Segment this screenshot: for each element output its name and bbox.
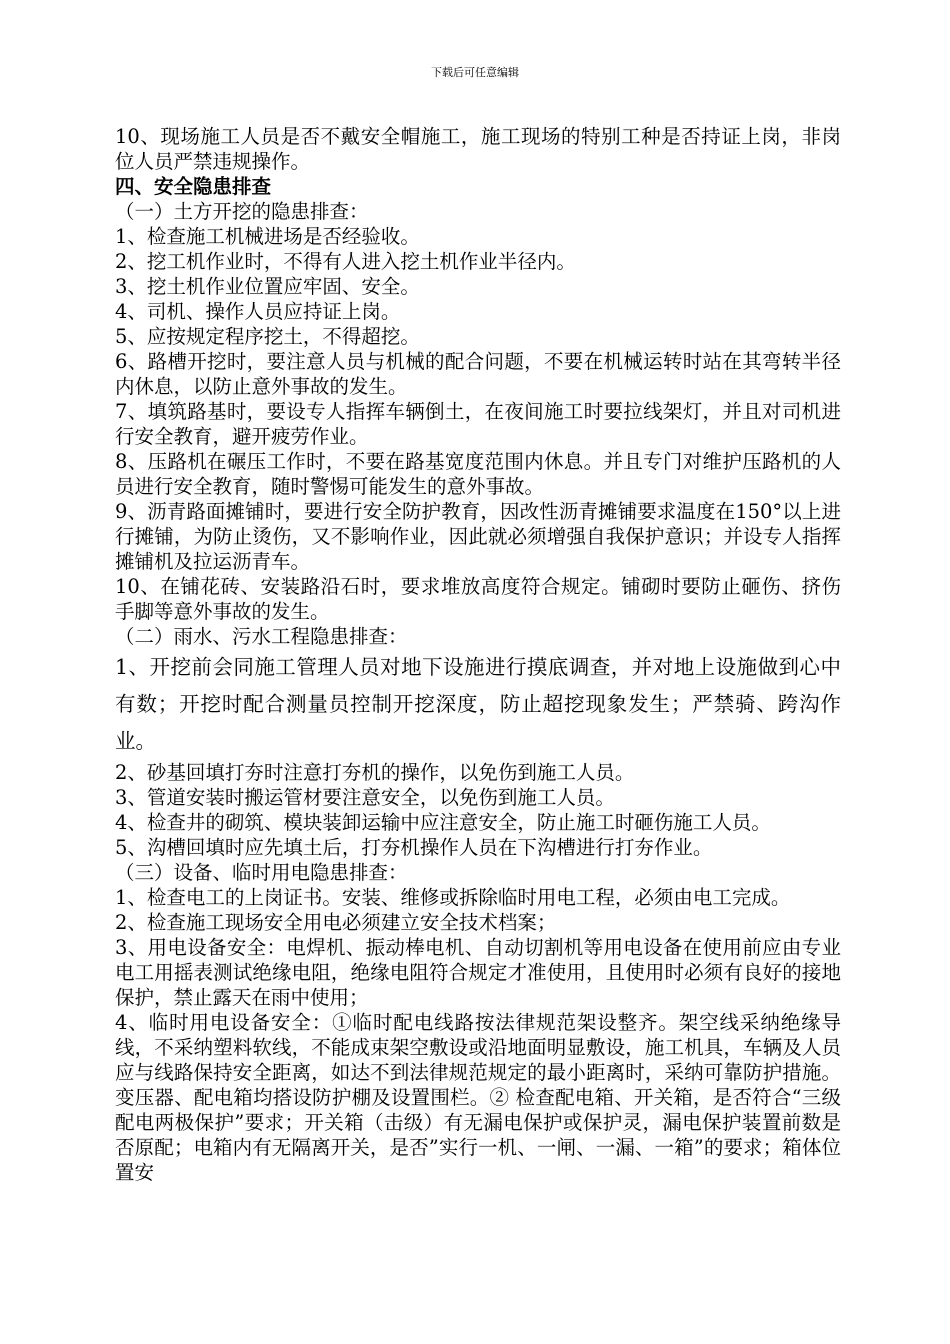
- list-item: 4、检查井的砌筑、模块装卸运输中应注意安全，防止施工时砸伤施工人员。: [115, 811, 771, 834]
- list-item: 3、管道安装时搬运管材要注意安全，以免伤到施工人员。: [115, 786, 615, 809]
- list-item: 10、在铺花砖、安装路沿石时，要求堆放高度符合规定。铺砌时要防止砸伤、挤伤手脚等意外事故的发生。: [115, 575, 841, 623]
- list-item: 3、挖土机作业位置应牢固、安全。: [115, 275, 420, 298]
- list-item: 5、沟槽回填时应先填土后，打夯机操作人员在下沟槽进行打夯作业。: [115, 836, 713, 859]
- list-item: 3、用电设备安全：电焊机、振动棒电机、自动切割机等用电设备在使用前应由专业电工用摇表测试绝缘电阻，绝缘电阻符合规定才准使用，且使用时必须有良好的接地保护，禁止露天在雨中使用；: [115, 936, 841, 1009]
- list-item: 2、挖工机作业时，不得有人进入挖土机作业半径内。: [115, 250, 576, 273]
- subsection-heading: （一）土方开挖的隐患排查：: [115, 200, 369, 223]
- list-item: 1、检查电工的上岗证书。安装、维修或拆除临时用电工程，必须由电工完成。: [115, 886, 791, 909]
- list-item: 5、应按规定程序挖土，不得超挖。: [115, 325, 420, 348]
- list-item: 6、路槽开挖时，要注意人员与机械的配合问题，不要在机械运转时站在其弯转半径内休息，以防止意外事故的发生。: [115, 350, 841, 398]
- list-item: 2、检查施工现场安全用电必须建立安全技术档案；: [115, 911, 557, 934]
- list-item: 4、司机、操作人员应持证上岗。: [115, 300, 401, 323]
- subsection-heading: （二）雨水、污水工程隐患排查：: [115, 625, 408, 648]
- page-header-note: 下载后可任意编辑: [431, 66, 519, 79]
- list-item: 9、沥青路面摊铺时，要进行安全防护教育，因改性沥青摊铺要求温度在150°以上进行摊铺，为防止烫伤，又不影响作业，因此就必须增强自我保护意识；并设专人指挥摊铺机及拉运沥青车。: [115, 500, 841, 573]
- document-body: [115, 124, 841, 1185]
- list-item: 2、砂基回填打夯时注意打夯机的操作，以免伤到施工人员。: [115, 761, 635, 784]
- list-item: 8、压路机在碾压工作时，不要在路基宽度范围内休息。并且专门对维护压路机的人员进行安全教育，随时警惕可能发生的意外事故。: [115, 450, 841, 498]
- subsection-heading: （三）设备、临时用电隐患排查：: [115, 861, 408, 884]
- list-item: 1、检查施工机械进场是否经验收。: [115, 225, 420, 248]
- list-item: 4、临时用电设备安全：①临时配电线路按法律规范架设整齐。架空线采纳绝缘导线，不采纳塑料软线，不能成束架空敷设或沿地面明显敷设，施工机具，车辆及人员应与线路保持安全距离，如达不到法律规范规定的最小距离时，采纳可靠防护措施。变压器、配电箱均搭设防护棚及设置围栏。② 检查配电箱、开关箱，是否符合“三级配电两极保护”要求；开关箱（击级）有无漏电保护或保护灵，漏电保护装置前数是否原配；电箱内有无隔离开关，是否”实行一机、一闸、一漏、一箱”的要求；箱体位置安: [115, 1011, 841, 1184]
- section-heading: 四、安全隐患排查: [115, 175, 272, 198]
- list-item: 7、填筑路基时，要设专人指挥车辆倒土，在夜间施工时要拉线架灯，并且对司机进行安全教育，避开疲劳作业。: [115, 400, 841, 448]
- paragraph: 10、现场施工人员是否不戴安全帽施工，施工现场的特别工种是否持证上岗，非岗位人员严禁违规操作。: [115, 125, 841, 173]
- list-item: 1、开挖前会同施工管理人员对地下设施进行摸底调查，并对地上设施做到心中有数；开挖时配合测量员控制开挖深度，防止超挖现象发生；严禁骑、跨沟作业。: [115, 655, 841, 753]
